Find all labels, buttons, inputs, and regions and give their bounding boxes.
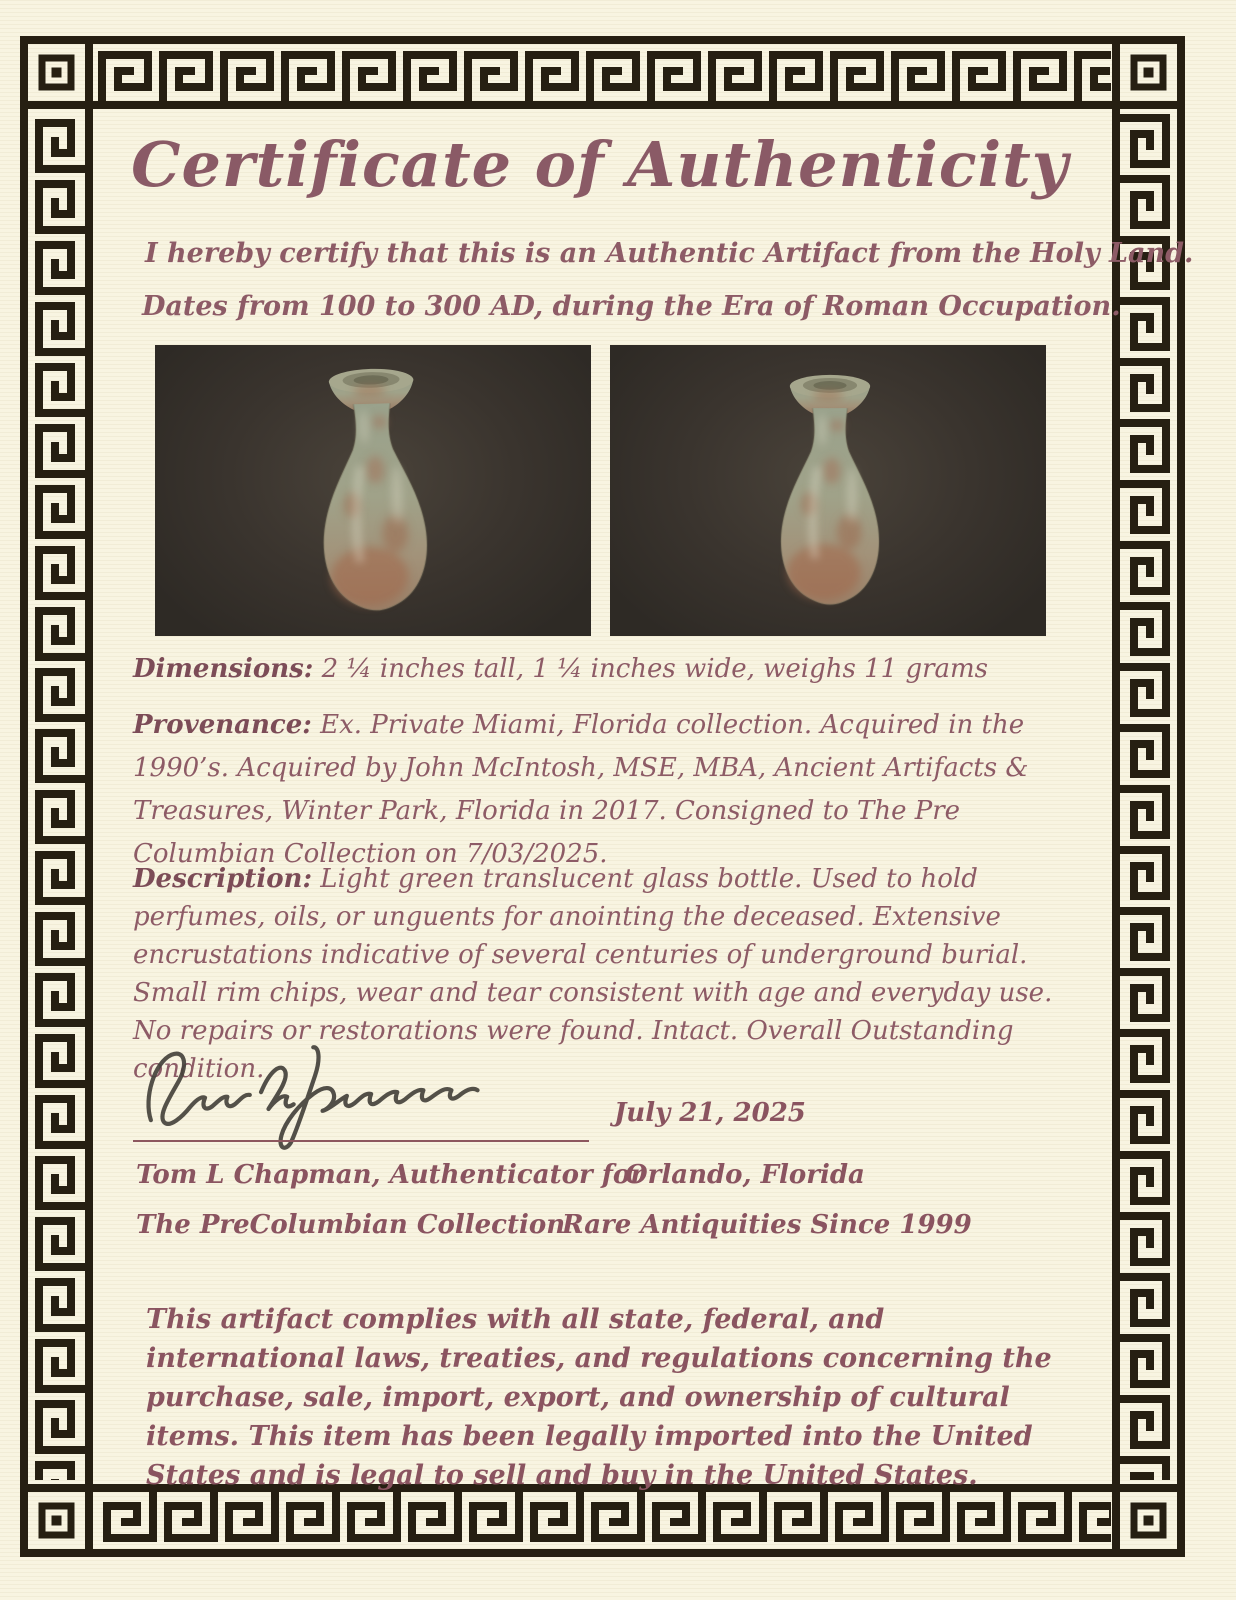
glass-bottle-illustration	[155, 345, 591, 636]
certify-statement: I hereby certify that this is an Authentic Artifact from the Holy Land.	[145, 238, 1194, 269]
authenticator-location: Orlando, Florida	[625, 1160, 865, 1190]
page-title: Certificate of Authenticity	[131, 128, 1069, 201]
legal-compliance-paragraph: This artifact complies with all state, federal, and international laws, treaties, and regulations concerning the purchase, sale, import, export, and ownership of cultural items. This item has been legally imported into the United States and is legal to sell and buy in the United States.	[146, 1304, 1052, 1491]
description-label: Description:	[133, 864, 313, 894]
certificate-date: July 21, 2025	[614, 1098, 806, 1128]
authenticator-name: Tom L Chapman, Authenticator for	[136, 1160, 644, 1190]
artifact-photo-left	[155, 345, 591, 636]
dating-statement: Dates from 100 to 300 AD, during the Era of Roman Occupation.	[142, 291, 1121, 322]
dimensions-value: 2 ¼ inches tall, 1 ¼ inches wide, weighs 11 grams	[313, 654, 989, 684]
provenance-label: Provenance:	[133, 710, 312, 740]
organization-name: The PreColumbian Collection	[136, 1210, 566, 1240]
provenance-paragraph	[133, 704, 1045, 876]
dimensions-label: Dimensions:	[133, 654, 314, 684]
dimensions-row	[133, 650, 1093, 688]
provenance-value: Ex. Private Miami, Florida collection. Acquired in the 1990’s. Acquired by John McIntosh, MSE, MBA, Ancient Artifacts & Treasures, Winter Park, Florida in 2017. Consigned to The Pre Columbian Collection on 7/03/2025.	[133, 710, 1029, 869]
description-value: Light green translucent glass bottle. Used to hold perfumes, oils, or unguents for anointing the deceased. Extensive encrustations indicative of several centuries of underground burial. Small rim chips, wear and tear consistent with age and everyday use. No repairs or restorations were found. Intact. Overall Outstanding condition.	[133, 864, 1053, 1084]
artifact-photo-right	[610, 345, 1046, 636]
handwritten-signature	[130, 1038, 560, 1150]
signature-line	[133, 1140, 589, 1142]
glass-bottle-illustration	[610, 345, 1046, 636]
artifact-photos	[155, 345, 1046, 636]
organization-tagline: Rare Antiquities Since 1999	[562, 1210, 972, 1240]
